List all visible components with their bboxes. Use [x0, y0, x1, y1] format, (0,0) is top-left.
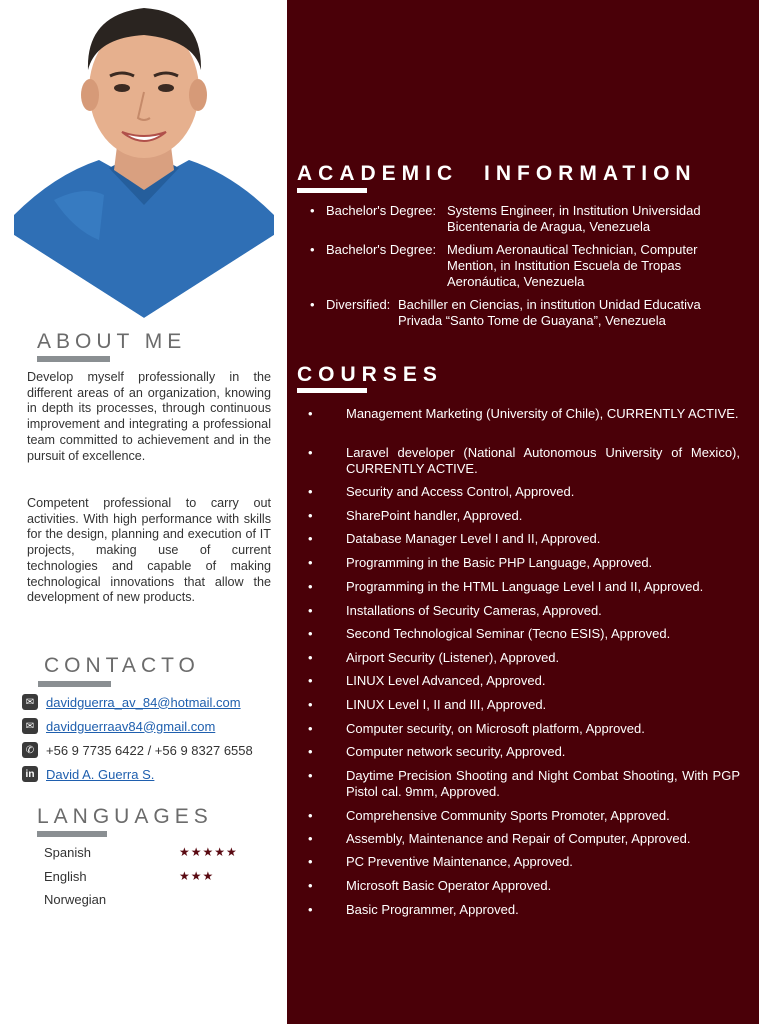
- academic-label: Bachelor's Degree:: [326, 242, 437, 257]
- course-item: [308, 854, 740, 870]
- course-item: [308, 673, 740, 689]
- bullet: •: [308, 721, 313, 736]
- course-text: Daytime Precision Shooting and Night Combat Shooting, With PGP Pistol cal. 9mm, Approved.: [346, 768, 740, 799]
- about-paragraph-2: Competent professional to carry out activities. With high performance with skills for the design, planning and execution of IT projects, making use of current technologies and capable of making technological innovations that allow the development of new products.: [27, 496, 271, 605]
- bullet: •: [308, 508, 313, 523]
- language-spanish: [44, 845, 244, 863]
- academic-label: Bachelor's Degree:: [326, 203, 437, 218]
- course-item: [308, 508, 740, 524]
- contact-title: CONTACTO: [44, 654, 200, 677]
- course-item: [308, 484, 740, 500]
- linkedin-link[interactable]: David A. Guerra S.: [46, 766, 155, 782]
- courses-title: COURSES: [297, 363, 443, 386]
- course-item: [308, 445, 740, 476]
- course-item: [308, 697, 740, 713]
- course-item: [308, 721, 740, 737]
- about-underline: [37, 356, 110, 362]
- academic-underline: [297, 188, 367, 193]
- bullet: •: [310, 242, 315, 257]
- language-norwegian: [44, 892, 244, 910]
- course-text: Computer network security, Approved.: [346, 744, 566, 759]
- bullet: •: [310, 297, 315, 312]
- course-item: [308, 579, 740, 595]
- course-item: [308, 555, 740, 571]
- course-item: [308, 744, 740, 760]
- bullet: •: [308, 531, 313, 546]
- bullet: •: [308, 744, 313, 759]
- phone-icon: ✆: [22, 742, 38, 758]
- course-item: [308, 831, 740, 847]
- bullet: •: [308, 484, 313, 499]
- bullet: •: [308, 878, 313, 893]
- bullet: •: [308, 902, 313, 917]
- course-text: PC Preventive Maintenance, Approved.: [346, 854, 573, 869]
- course-text: Second Technological Seminar (Tecno ESIS), Approved.: [346, 626, 671, 641]
- bullet: •: [308, 406, 313, 421]
- academic-label: Diversified:: [326, 297, 391, 312]
- course-item: [308, 626, 740, 642]
- about-title: ABOUT ME: [37, 330, 187, 353]
- course-text: Basic Programmer, Approved.: [346, 902, 519, 917]
- course-item: [308, 902, 740, 918]
- academic-title: [297, 162, 697, 186]
- course-text: Programming in the HTML Language Level I and II, Approved.: [346, 579, 704, 594]
- courses-underline: [297, 388, 367, 393]
- bullet: •: [308, 579, 313, 594]
- course-text: Microsoft Basic Operator Approved.: [346, 878, 552, 893]
- language-stars: ★★★: [179, 869, 215, 883]
- course-text: Security and Access Control, Approved.: [346, 484, 575, 499]
- bullet: •: [308, 626, 313, 641]
- course-text: Airport Security (Listener), Approved.: [346, 650, 560, 665]
- phone-number: +56 9 7735 6422 / +56 9 8327 6558: [46, 742, 253, 758]
- academic-value: Medium Aeronautical Technician, Computer Mention, in Institution Escuela de Tropas Aeronáutica, Venezuela: [447, 242, 698, 289]
- email-link-gmail[interactable]: davidguerraav84@gmail.com: [46, 718, 216, 734]
- about-paragraph-1: Develop myself professionally in the different areas of an organization, knowing in depth its processes, through continuous improvement and integrating a professional team committed to achievement and in the pursuit of excellence.: [27, 370, 271, 463]
- mail-icon: ✉: [22, 694, 38, 710]
- contact-underline: [38, 681, 111, 687]
- bullet: •: [308, 555, 313, 570]
- language-english: [44, 869, 244, 887]
- course-text: Computer security, on Microsoft platform, Approved.: [346, 721, 645, 736]
- academic-value: Systems Engineer, in Institution Universidad Bicentenaria de Aragua, Venezuela: [447, 203, 701, 234]
- bullet: •: [308, 697, 313, 712]
- languages-title: LANGUAGES: [37, 805, 213, 828]
- bullet: •: [308, 445, 313, 460]
- bullet: •: [308, 831, 313, 846]
- contact-linkedin: [22, 764, 154, 784]
- course-text: Programming in the Basic PHP Language, Approved.: [346, 555, 653, 570]
- profile-photo: [14, 0, 274, 320]
- contact-phone: [22, 740, 253, 760]
- course-item: [308, 808, 740, 824]
- contact-hotmail: [22, 692, 241, 712]
- language-name: Spanish: [44, 845, 91, 860]
- bullet: •: [308, 768, 313, 783]
- academic-value: Bachiller en Ciencias, in institution Unidad Educativa Privada “Santo Tome de Guayana”, Venezuela: [398, 297, 701, 328]
- language-name: English: [44, 869, 87, 884]
- mail-icon: ✉: [22, 718, 38, 734]
- course-text: LINUX Level I, II and III, Approved.: [346, 697, 547, 712]
- bullet: •: [308, 650, 313, 665]
- language-stars: ★★★★★: [179, 845, 238, 859]
- linkedin-icon: in: [22, 766, 38, 782]
- course-text: LINUX Level Advanced, Approved.: [346, 673, 546, 688]
- course-item: [308, 603, 740, 619]
- bullet: •: [308, 603, 313, 618]
- course-text: Assembly, Maintenance and Repair of Computer, Approved.: [346, 831, 691, 846]
- email-link-hotmail[interactable]: davidguerra_av_84@hotmail.com: [46, 694, 241, 710]
- bullet: •: [308, 808, 313, 823]
- academic-item: [310, 203, 740, 235]
- course-item: [308, 768, 740, 799]
- bullet: •: [310, 203, 315, 218]
- bullet: •: [308, 854, 313, 869]
- course-text: SharePoint handler, Approved.: [346, 508, 523, 523]
- academic-item: [310, 242, 740, 290]
- academic-item: [310, 297, 740, 329]
- course-text: Database Manager Level I and II, Approved.: [346, 531, 601, 546]
- contact-gmail: [22, 716, 215, 736]
- course-text: Management Marketing (University of Chile), CURRENTLY ACTIVE.: [346, 406, 739, 421]
- course-item: [308, 531, 740, 547]
- course-text: Comprehensive Community Sports Promoter, Approved.: [346, 808, 670, 823]
- course-item: [308, 406, 740, 422]
- language-name: Norwegian: [44, 892, 107, 907]
- bullet: •: [308, 673, 313, 688]
- course-item: [308, 650, 740, 666]
- course-text: Laravel developer (National Autonomous University of Mexico), CURRENTLY ACTIVE.: [346, 445, 740, 476]
- languages-underline: [37, 831, 107, 837]
- course-item: [308, 878, 740, 894]
- course-text: Installations of Security Cameras, Approved.: [346, 603, 602, 618]
- academic-title-text: ACADEMIC INFORMATION: [297, 162, 697, 185]
